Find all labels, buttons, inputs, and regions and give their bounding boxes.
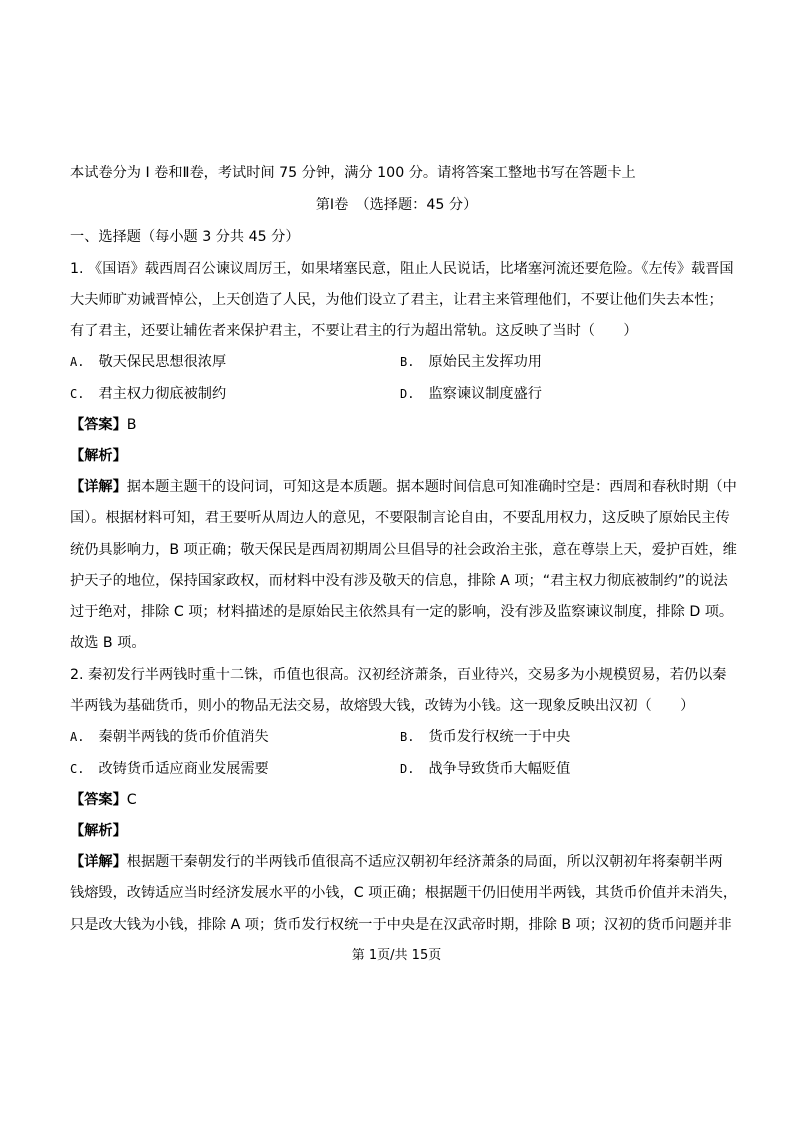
question-1-option-c xyxy=(70,384,226,404)
question-1-option-a xyxy=(70,352,226,372)
question-1-option-d xyxy=(400,384,542,404)
answer-value: C xyxy=(126,792,137,808)
question-1-analysis xyxy=(70,446,730,466)
page-number: 第 1页/共 15页 xyxy=(351,948,442,963)
section-title: 第Ⅰ卷 （选择题：45 分） xyxy=(315,197,478,213)
detail-tag: 【详解】 xyxy=(70,479,127,495)
question-2-line-1: 2. 秦初发行半两钱时重十二铢，币值也很高。汉初经济萧条，百业待兴，交易多为小规模贸易，若仍以秦 xyxy=(70,667,727,683)
option-text: 秦朝半两钱的货币价值消失 xyxy=(98,729,269,745)
question-1-detail-line-4: 护天子的地位，保持国家政权，而材料中没有涉及敬天的信息，排除 A 项；“君主权力彻底被制约”的说法 xyxy=(70,573,728,589)
option-letter: D. xyxy=(400,762,415,776)
question-2-detail-line-2: 钱熔毁，改铸适应当时经济发展水平的小钱，C 项正确；根据题干仍旧使用半两钱，其货币价值并未消失， xyxy=(70,885,738,901)
question-2-option-d xyxy=(400,759,570,779)
option-text: 改铸货币适应商业发展需要 xyxy=(98,761,269,777)
question-1-option-b xyxy=(400,352,542,372)
option-letter: D. xyxy=(400,387,415,401)
detail-tag: 【详解】 xyxy=(70,854,127,870)
question-2-detail-line-3: 只是改大钱为小钱，排除 A 项；货币发行权统一于中央是在汉武帝时期，排除 B 项；汉初的货币问题并非 xyxy=(70,917,732,933)
detail-text: 据本题主题干的设问词，可知这是本质题。据本题时间信息可知准确时空是：西周和春秋时期（中 xyxy=(126,479,737,495)
question-2-line-2: 半两钱为基础货币，则小的物品无法交易，故熔毁大钱，改铸为小钱。这一现象反映出汉初（ ） xyxy=(70,698,695,714)
option-text: 原始民主发挥功用 xyxy=(428,354,542,370)
analysis-tag: 【解析】 xyxy=(70,823,127,839)
question-1-detail-line-1 xyxy=(70,477,737,497)
question-1-line-2: 大夫师旷劝诫晋悼公，上天创造了人民，为他们设立了君主，让君主来管理他们，不要让他们失去本性； xyxy=(70,292,723,308)
option-text: 战争导致货币大幅贬值 xyxy=(428,761,571,777)
question-2-option-b xyxy=(400,727,570,747)
question-2-option-a xyxy=(70,727,269,747)
question-1-detail-line-5: 过于绝对，排除 C 项；材料描述的是原始民主依然具有一定的影响，没有涉及监察谏议制度，排除 D 项。 xyxy=(70,604,734,620)
option-text: 监察谏议制度盛行 xyxy=(428,386,542,402)
answer-value: B xyxy=(126,417,137,433)
answer-tag: 【答案】 xyxy=(70,792,127,808)
question-1-detail-line-6: 故选 B 项。 xyxy=(70,635,146,651)
question-1-line-1: 1. 《国语》载西周召公谏议周厉王，如果堵塞民意，阻止人民说话，比堵塞河流还要危险。《左传》载晋国 xyxy=(70,261,734,277)
question-1-line-3: 有了君主，还要让辅佐者来保护君主，不要让君主的行为超出常轨。这反映了当时（ ） xyxy=(70,323,638,339)
option-text: 货币发行权统一于中央 xyxy=(428,729,571,745)
exam-intro: 本试卷分为 Ⅰ 卷和Ⅱ卷，考试时间 75 分钟，满分 100 分。请将答案工整地书写在答题卡上 xyxy=(70,165,636,181)
question-2-detail-line-1 xyxy=(70,852,730,872)
question-2-analysis xyxy=(70,821,730,841)
question-1-detail-line-3: 统仍具影响力，B 项正确；敬天保民是西周初期周公旦倡导的社会政治主张，意在尊崇上天，爱护百姓，维 xyxy=(70,542,737,558)
option-letter: A. xyxy=(70,355,85,369)
option-text: 敬天保民思想很浓厚 xyxy=(98,354,227,370)
question-2-option-c xyxy=(70,759,269,779)
option-letter: B. xyxy=(400,355,415,369)
analysis-tag: 【解析】 xyxy=(70,448,127,464)
option-text: 君主权力彻底被制约 xyxy=(98,386,227,402)
detail-text: 根据题干秦朝发行的半两钱币值很高不适应汉朝初年经济萧条的局面，所以汉朝初年将秦朝半两 xyxy=(126,854,723,870)
question-1-answer xyxy=(70,415,730,435)
option-letter: B. xyxy=(400,730,415,744)
option-letter: A. xyxy=(70,730,85,744)
question-2-answer xyxy=(70,790,730,810)
option-letter: C. xyxy=(70,387,85,401)
question-1-detail-line-2: 国）。根据材料可知，君王要听从周边人的意见，不要限制言论自由，不要乱用权力，这反映了原始民主传 xyxy=(70,510,730,526)
part-title: 一、选择题（每小题 3 分共 45 分） xyxy=(70,229,300,245)
option-letter: C. xyxy=(70,762,85,776)
answer-tag: 【答案】 xyxy=(70,417,127,433)
